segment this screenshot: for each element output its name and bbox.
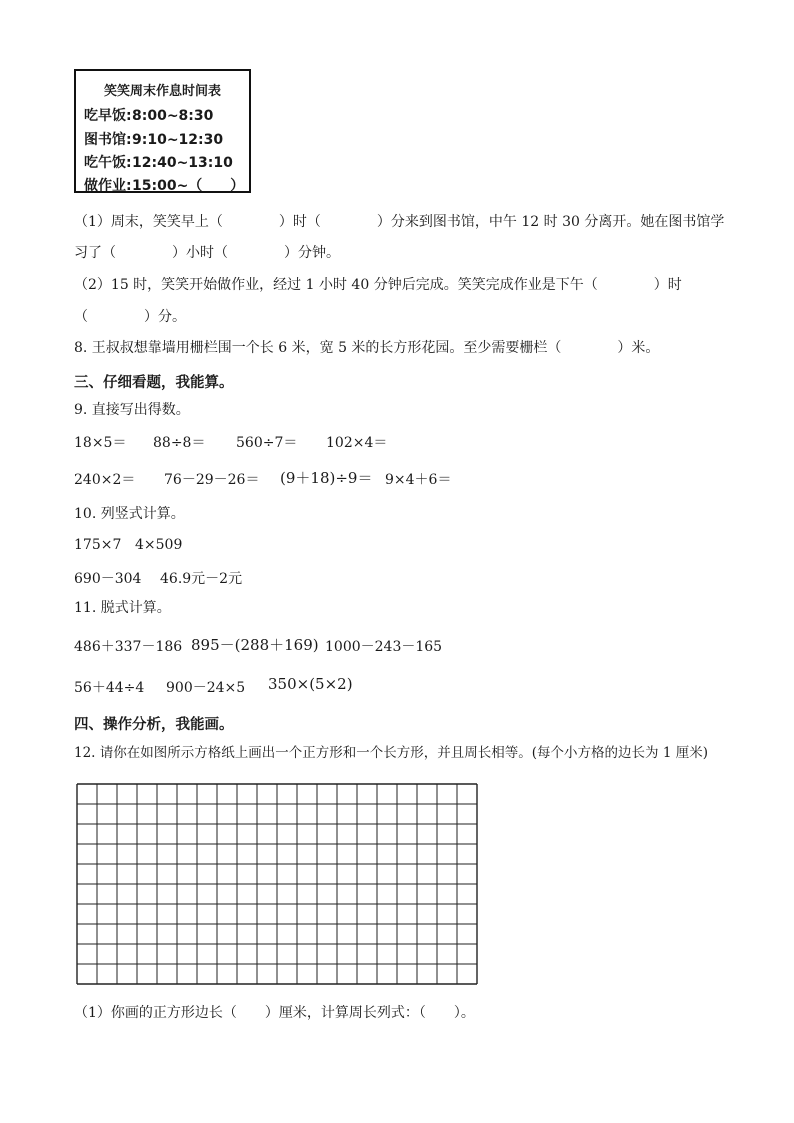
q11-item: 900－24×5 bbox=[166, 680, 246, 696]
schedule-label: 吃午饭: bbox=[84, 155, 132, 171]
schedule-time: 9:10~12:30 bbox=[132, 132, 224, 148]
q8-text: 8. 王叔叔想靠墙用栅栏围一个长 6 米，宽 5 米的长方形花园。至少需要栅栏（ ）米。 bbox=[74, 340, 660, 356]
q10-title: 10. 列竖式计算。 bbox=[74, 506, 185, 522]
schedule-time: 12:40~13:10 bbox=[132, 155, 233, 171]
schedule-time: 15:00~（ ） bbox=[132, 178, 245, 194]
q9-item: 9×4＋6＝ bbox=[385, 472, 452, 488]
schedule-label: 图书馆: bbox=[84, 132, 132, 148]
q9-item: 560÷7＝ bbox=[236, 435, 298, 451]
q11-item: 350×(5×2) bbox=[268, 675, 353, 693]
q7-part2-line1: （2）15 时，笑笑开始做作业，经过 1 小时 40 分钟后完成。笑笑完成作业是下午（ ）时 bbox=[74, 277, 682, 293]
q12-title: 12. 请你在如图所示方格纸上画出一个正方形和一个长方形，并且周长相等。(每个小方格的边长为 1 厘米) bbox=[74, 745, 708, 761]
q10-item: 4×509 bbox=[135, 537, 183, 553]
square-grid-paper[interactable] bbox=[76, 783, 479, 986]
q7-part1-line1: （1）周末，笑笑早上（ ）时（ ）分来到图书馆，中午 12 时 30 分离开。她在图书馆学 bbox=[74, 214, 725, 230]
q11-item: 486＋337－186 bbox=[74, 639, 183, 655]
q11-title: 11. 脱式计算。 bbox=[74, 600, 171, 616]
q9-item: 18×5＝ bbox=[74, 435, 127, 451]
q11-item: 1000－243－165 bbox=[325, 639, 443, 655]
schedule-title: 笑笑周末作息时间表 bbox=[103, 84, 221, 99]
schedule-row bbox=[84, 152, 233, 172]
q12-sub1: （1）你画的正方形边长（ ）厘米，计算周长列式：（ ）。 bbox=[74, 1005, 475, 1021]
q7-part2-line2: （ ）分。 bbox=[74, 309, 186, 325]
q9-item: (9＋18)÷9＝ bbox=[280, 469, 373, 487]
schedule-label: 做作业: bbox=[84, 178, 132, 194]
schedule-label: 吃早饭: bbox=[84, 108, 132, 124]
schedule-row bbox=[84, 175, 244, 195]
q10-item: 46.9元－2元 bbox=[160, 571, 243, 587]
section-3-heading: 三、仔细看题，我能算。 bbox=[74, 375, 234, 391]
q7-part1-line2: 习了（ ）小时（ ）分钟。 bbox=[74, 245, 340, 261]
q9-item: 76－29－26＝ bbox=[164, 472, 260, 488]
q9-title: 9. 直接写出得数。 bbox=[74, 402, 190, 418]
q11-item: 56＋44÷4 bbox=[74, 680, 145, 696]
schedule-row bbox=[84, 105, 213, 125]
schedule-row bbox=[84, 129, 223, 149]
q10-item: 175×7 bbox=[74, 537, 122, 553]
section-4-heading: 四、操作分析，我能画。 bbox=[74, 717, 234, 733]
schedule-time: 8:00~8:30 bbox=[132, 108, 214, 124]
q11-item: 895－(288＋169) bbox=[191, 636, 319, 654]
schedule-table bbox=[74, 69, 251, 193]
q9-item: 88÷8＝ bbox=[153, 435, 206, 451]
q10-item: 690－304 bbox=[74, 571, 142, 587]
q9-item: 240×2＝ bbox=[74, 472, 136, 488]
q9-item: 102×4＝ bbox=[326, 435, 388, 451]
